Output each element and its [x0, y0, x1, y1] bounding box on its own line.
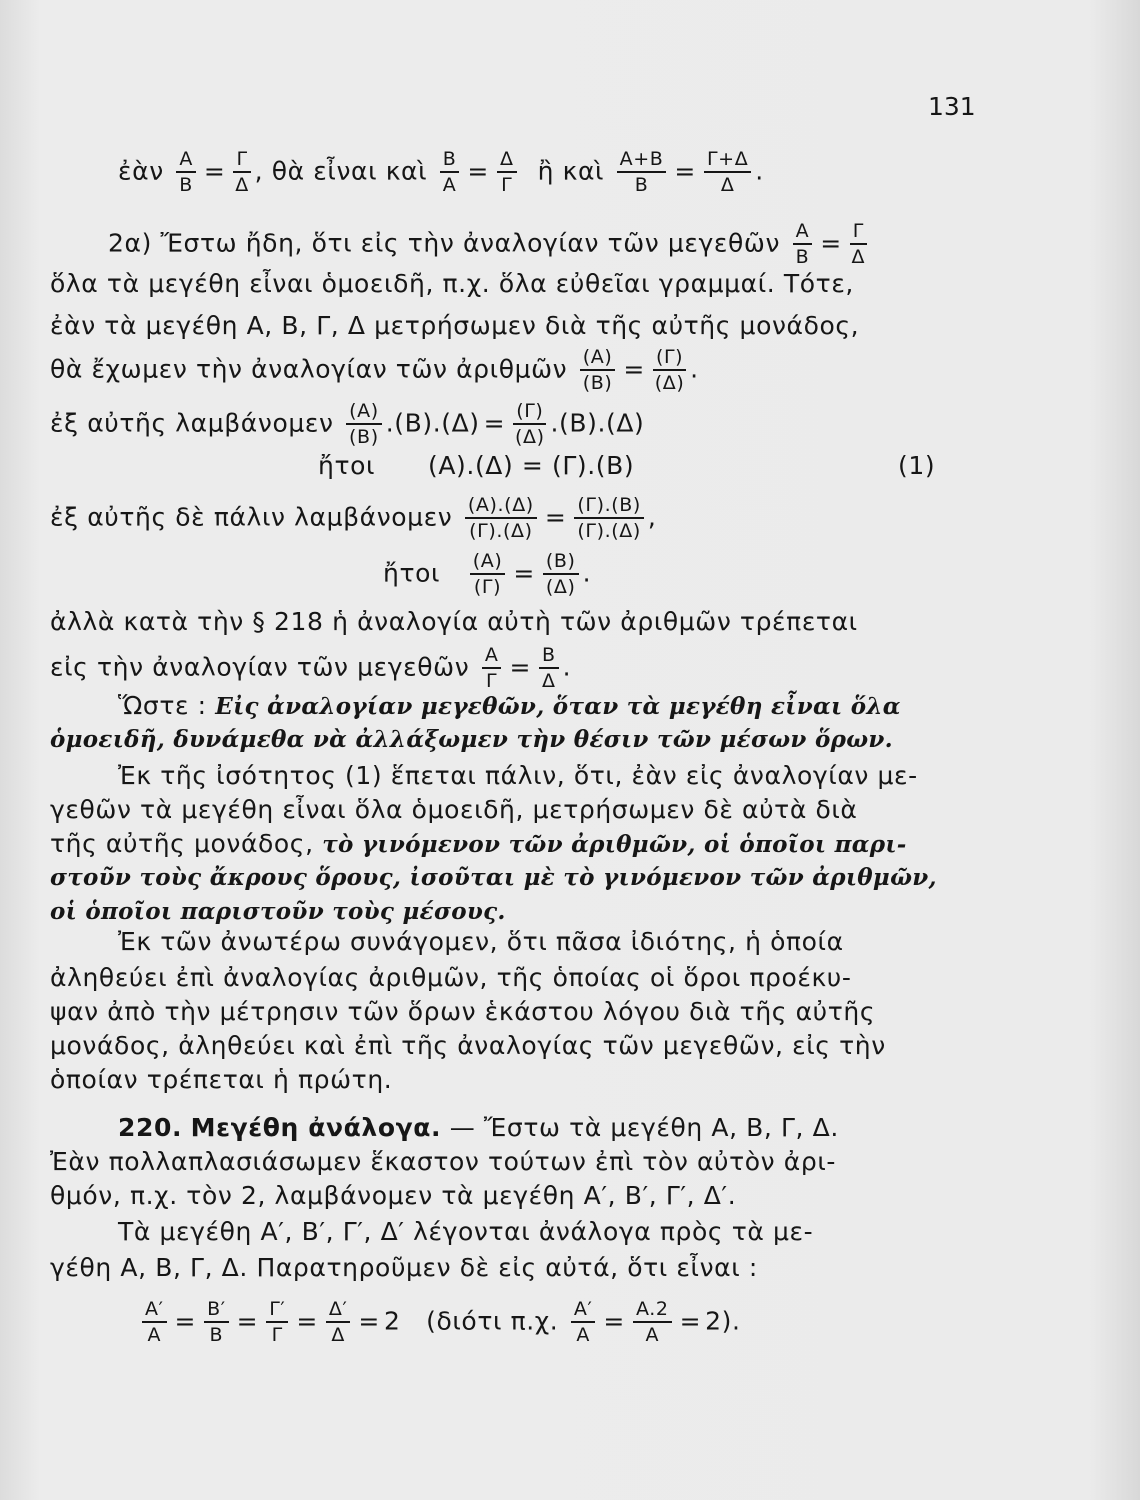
text-line: ἀληθεύει ἐπὶ ἀναλογίας ἀριθμῶν, τῆς ὁποίας οἱ ὅροι προέκυ- — [50, 963, 852, 992]
itoi-label: ἤτοι — [318, 451, 376, 480]
text-line: Ἐκ τῆς ἰσότητος (1) ἕπεται πάλιν, ὅτι, ἐὰν εἰς ἀναλογίαν με- — [118, 761, 918, 790]
page-number: 131 — [928, 92, 976, 121]
fraction: $\frac{(A).(\Delta)}{(\Gamma).(\Delta)}$ — [465, 496, 537, 541]
fraction: $\frac{A'}{A}$ — [571, 1300, 596, 1345]
text-line: γεθῶν τὰ μεγέθη εἶναι ὅλα ὁμοειδῆ, μετρήσωμεν δὲ αὐτὰ διὰ — [50, 795, 858, 824]
text-ean: ἐὰν — [118, 156, 164, 186]
formula-line-3: ἐξ αὐτῆς δὲ πάλιν λαμβάνομεν $\frac{(A).(\Delta)}{(\Gamma).(\Delta)}$ = $\frac{(\Gamma).(B)}{(\Gamma).(\Delta)}$ , — [50, 494, 657, 542]
text-line: εἰς τὴν ἀναλογίαν τῶν μεγεθῶν $\frac{A}{\Gamma}$ = $\frac{B}{\Delta}$ . — [50, 644, 572, 692]
fraction: $\frac{A}{B}$ — [176, 150, 196, 195]
fraction: $\frac{A'}{A}$ — [142, 1300, 167, 1345]
fraction: $\frac{(\Gamma)}{(\Delta)}$ — [654, 346, 685, 394]
fraction: $\frac{\Gamma}{\Delta}$ — [235, 148, 249, 196]
fraction: $\frac{A}{\Gamma}$ — [482, 646, 502, 691]
fraction: $\frac{(A)}{(B)}$ — [346, 402, 382, 447]
text-line: τῆς αὐτῆς μονάδος, τὸ γινόμενον τῶν ἀριθμῶν, οἱ ὁποῖοι παρι- — [50, 829, 907, 858]
fraction: $\frac{B}{A}$ — [440, 150, 460, 195]
section-220-heading: 220. Μεγέθη ἀνάλογα. — Ἔστω τὰ μεγέθη A, B, Γ, Δ. — [118, 1113, 839, 1142]
fraction: $\frac{(A)}{(\Gamma)}$ — [470, 552, 506, 597]
text-line-bold-italic: στοῦν τοὺς ἄκρους ὅρους, ἰσοῦται μὲ τὸ γινόμενον τῶν ἀριθμῶν, — [50, 864, 937, 891]
text-line: ἐὰν τὰ μεγέθη A, B, Γ, Δ μετρήσωμεν διὰ τῆς αὐτῆς μονάδος, — [50, 311, 860, 340]
fraction: $\frac{\Gamma'}{\Gamma}$ — [266, 1300, 288, 1345]
fraction: $\frac{A.2}{A}$ — [633, 1300, 672, 1345]
text-line: 2α) Ἔστω ἤδη, ὅτι εἰς τὴν ἀναλογίαν τῶν μεγεθῶν $\frac{A}{B}$ = $\frac{\Gamma}{\Delta}$ — [108, 220, 866, 268]
fraction: $\frac{\Gamma+\Delta}{\Delta}$ — [704, 150, 751, 195]
text-line: ὁποίαν τρέπεται ἡ πρώτη. — [50, 1065, 393, 1094]
fraction: $\frac{B}{\Delta}$ — [539, 646, 559, 691]
fraction: $\frac{\Delta}{\Gamma}$ — [497, 150, 517, 195]
text-line: Τὰ μεγέθη A′, B′, Γ′, Δ′ λέγονται ἀνάλογα πρὸς τὰ με- — [118, 1217, 814, 1246]
fraction: $\frac{\Delta'}{\Delta}$ — [326, 1300, 351, 1345]
text-line: ὅλα τὰ μεγέθη εἶναι ὁμοειδῆ, π.χ. ὅλα εὐθεῖαι γραμμαί. Τότε, — [50, 269, 854, 298]
text-line-bold-italic: οἱ ὁποῖοι παριστοῦν τοὺς μέσους. — [50, 898, 506, 925]
text-line: μονάδος, ἀληθεύει καὶ ἐπὶ τῆς ἀναλογίας τῶν μεγεθῶν, εἰς τὴν — [50, 1031, 886, 1060]
formula-line-4: ἤτοι $\frac{(A)}{(\Gamma)}$ = $\frac{(B)}{(\Delta)}$ . — [383, 550, 592, 598]
text-tha-einai: , θὰ εἶναι καὶ — [254, 156, 428, 186]
text-line: θμόν, π.χ. τὸν 2, λαμβάνομεν τὰ μεγέθη A′, B′, Γ′, Δ′. — [50, 1181, 737, 1210]
fraction: $\frac{(\Gamma)}{(\Delta)}$ — [515, 400, 545, 448]
fraction: $\frac{(B)}{(\Delta)}$ — [543, 552, 579, 597]
equation-1: (A).(Δ) = (Γ).(B) — [428, 451, 635, 480]
formula-line-5: $\frac{A'}{A}$ = $\frac{B'}{B}$ = $\frac{\Gamma'}{\Gamma}$ = $\frac{\Delta'}{\Delta}$ = 2 (διότι π.χ. $\frac{A'}{A}$ = $\frac{A.2}{A}$ = 2). — [138, 1300, 741, 1345]
text-line: Ἐὰν πολλαπλασιάσωμεν ἕκαστον τούτων ἐπὶ τὸν αὐτὸν ἀρι- — [50, 1147, 837, 1176]
fraction: $\frac{\Gamma}{\Delta}$ — [851, 220, 866, 268]
formula-line-2: ἐξ αὐτῆς λαμβάνομεν $\frac{(A)}{(B)}$ .(B).(Δ) = $\frac{(\Gamma)}{(\Delta)}$ .(B).(Δ) — [50, 400, 645, 448]
text-line: Ὥστε : Εἰς ἀναλογίαν μεγεθῶν, ὅταν τὰ μεγέθη εἶναι ὅλα — [118, 691, 901, 720]
text-line: γέθη A, B, Γ, Δ. Παρατηροῦμεν δὲ εἰς αὐτά, ὅτι εἶναι : — [50, 1253, 758, 1282]
text-line: ἀλλὰ κατὰ τὴν § 218 ἡ ἀναλογία αὐτὴ τῶν ἀριθμῶν τρέπεται — [50, 607, 858, 636]
text-line: ψαν ἀπὸ τὴν μέτρησιν τῶν ὅρων ἑκάστου λόγου διὰ τῆς αὐτῆς — [50, 997, 876, 1026]
fraction: $\frac{(A)}{(B)}$ — [580, 348, 616, 393]
formula-line-1: ἐὰν $\frac{A}{B}$ = $\frac{\Gamma}{\Delta}$ , θὰ εἶναι καὶ $\frac{B}{A}$ = $\frac{\Delta}{\Gamma}$ ἢ καὶ $\frac{A+B}{B}$ = $\frac{\Gamma+\Delta}{\Delta}$ . — [118, 148, 764, 196]
fraction: $\frac{A}{B}$ — [793, 222, 813, 267]
text-i-kai: ἢ καὶ — [537, 156, 605, 186]
text-line-bold-italic: ὁμοειδῆ, δυνάμεθα νὰ ἀλλάξωμεν τὴν θέσιν τῶν μέσων ὅρων. — [50, 726, 893, 753]
text-line: Ἐκ τῶν ἀνωτέρω συνάγομεν, ὅτι πᾶσα ἰδιότης, ἡ ὁποία — [118, 927, 844, 956]
fraction: $\frac{(\Gamma).(B)}{(\Gamma).(\Delta)}$ — [574, 496, 644, 541]
equation-number: (1) — [898, 451, 936, 480]
fraction: $\frac{B'}{B}$ — [204, 1300, 229, 1345]
fraction: $\frac{A+B}{B}$ — [617, 150, 667, 195]
text-line: θὰ ἔχωμεν τὴν ἀναλογίαν τῶν ἀριθμῶν $\frac{(A)}{(B)}$ = $\frac{(\Gamma)}{(\Delta)}$ . — [50, 346, 699, 394]
